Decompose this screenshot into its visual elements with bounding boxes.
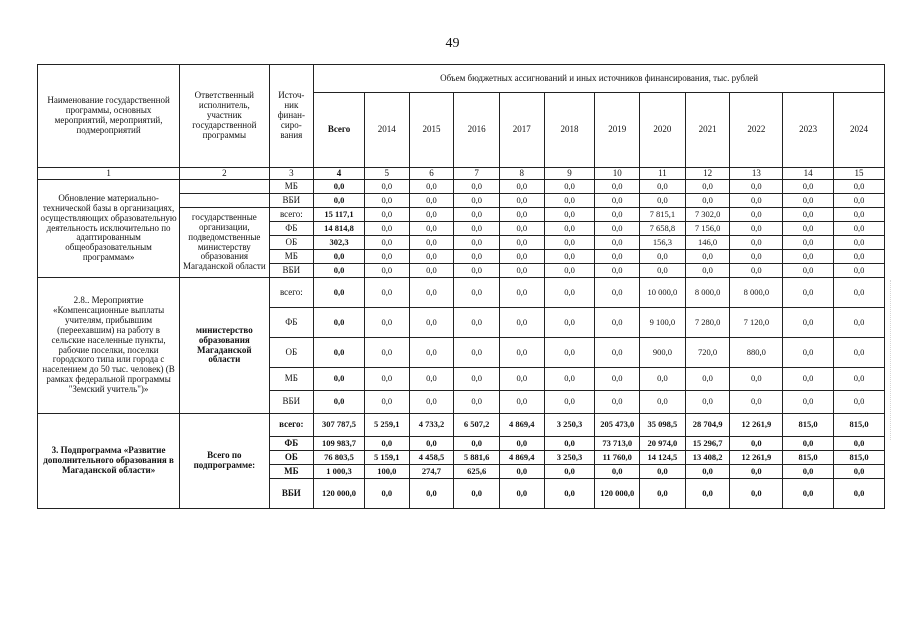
- value-cell: 0,0: [730, 264, 783, 278]
- value-cell: 0,0: [834, 437, 885, 451]
- value-cell: 15 117,1: [314, 208, 365, 222]
- source-cell: ОБ: [269, 451, 314, 465]
- value-cell: 35 098,5: [640, 414, 686, 437]
- value-cell: 0,0: [499, 437, 544, 451]
- value-cell: 0,0: [834, 465, 885, 479]
- column-number: 10: [595, 168, 640, 180]
- value-cell: 3 250,3: [544, 451, 595, 465]
- value-cell: 0,0: [834, 391, 885, 414]
- value-cell: 76 803,5: [314, 451, 365, 465]
- value-cell: 0,0: [544, 250, 595, 264]
- value-cell: 156,3: [640, 236, 686, 250]
- value-cell: 0,0: [544, 208, 595, 222]
- value-cell: 0,0: [595, 208, 640, 222]
- value-cell: 0,0: [595, 465, 640, 479]
- value-cell: 880,0: [730, 338, 783, 368]
- value-cell: 0,0: [544, 236, 595, 250]
- value-cell: 0,0: [314, 194, 365, 208]
- value-cell: 0,0: [409, 180, 454, 194]
- header-executor: Ответственный исполнитель, участник государственной программы: [180, 65, 269, 168]
- column-number: 6: [409, 168, 454, 180]
- source-cell: ОБ: [269, 338, 314, 368]
- value-cell: 815,0: [783, 414, 834, 437]
- value-cell: 4 869,4: [499, 414, 544, 437]
- value-cell: 0,0: [364, 194, 409, 208]
- value-cell: 0,0: [595, 180, 640, 194]
- header-year: 2014: [364, 93, 409, 168]
- value-cell: 0,0: [544, 308, 595, 338]
- column-number: 15: [834, 168, 885, 180]
- source-cell: ВБИ: [269, 264, 314, 278]
- scan-edge-marks: [890, 280, 901, 440]
- column-number: 3: [269, 168, 314, 180]
- value-cell: 0,0: [834, 222, 885, 236]
- value-cell: 0,0: [783, 194, 834, 208]
- value-cell: 0,0: [314, 391, 365, 414]
- value-cell: 0,0: [409, 368, 454, 391]
- value-cell: 0,0: [783, 208, 834, 222]
- value-cell: 0,0: [783, 391, 834, 414]
- value-cell: 0,0: [364, 391, 409, 414]
- value-cell: 302,3: [314, 236, 365, 250]
- value-cell: 0,0: [454, 479, 500, 509]
- header-year: 2019: [595, 93, 640, 168]
- value-cell: 0,0: [783, 278, 834, 308]
- value-cell: 4 733,2: [409, 414, 454, 437]
- value-cell: 0,0: [314, 250, 365, 264]
- header-year: 2021: [685, 93, 730, 168]
- value-cell: 0,0: [595, 278, 640, 308]
- value-cell: 0,0: [499, 338, 544, 368]
- source-cell: МБ: [269, 180, 314, 194]
- value-cell: 0,0: [454, 264, 500, 278]
- column-number: 12: [685, 168, 730, 180]
- value-cell: 0,0: [834, 236, 885, 250]
- value-cell: 0,0: [544, 278, 595, 308]
- value-cell: 0,0: [640, 250, 686, 264]
- value-cell: 0,0: [364, 222, 409, 236]
- value-cell: 0,0: [314, 278, 365, 308]
- value-cell: 0,0: [499, 236, 544, 250]
- value-cell: 0,0: [640, 465, 686, 479]
- value-cell: 815,0: [834, 414, 885, 437]
- executor-cell: государственные организации, подведомственные министерству образования Магаданской области: [180, 208, 269, 278]
- value-cell: 0,0: [640, 391, 686, 414]
- header-budget-volume: Объем бюджетных ассигнований и иных источников финансирования, тыс. рублей: [314, 65, 885, 93]
- value-cell: 0,0: [499, 222, 544, 236]
- value-cell: 3 250,3: [544, 414, 595, 437]
- value-cell: 0,0: [454, 308, 500, 338]
- value-cell: 0,0: [364, 250, 409, 264]
- table-row: [38, 180, 885, 194]
- value-cell: 146,0: [685, 236, 730, 250]
- value-cell: 0,0: [364, 479, 409, 509]
- value-cell: 0,0: [454, 236, 500, 250]
- value-cell: 0,0: [454, 222, 500, 236]
- value-cell: 0,0: [409, 194, 454, 208]
- value-cell: 0,0: [834, 264, 885, 278]
- value-cell: 0,0: [364, 368, 409, 391]
- value-cell: 0,0: [834, 250, 885, 264]
- value-cell: 0,0: [834, 180, 885, 194]
- value-cell: 8 000,0: [685, 278, 730, 308]
- value-cell: 0,0: [314, 368, 365, 391]
- value-cell: 0,0: [544, 194, 595, 208]
- column-number: 7: [454, 168, 500, 180]
- value-cell: 0,0: [595, 236, 640, 250]
- value-cell: 0,0: [730, 208, 783, 222]
- source-cell: ВБИ: [269, 194, 314, 208]
- value-cell: 0,0: [454, 194, 500, 208]
- value-cell: 0,0: [685, 180, 730, 194]
- value-cell: 0,0: [730, 250, 783, 264]
- header-year: Всего: [314, 93, 365, 168]
- value-cell: 0,0: [685, 264, 730, 278]
- source-cell: ФБ: [269, 222, 314, 236]
- column-number: 5: [364, 168, 409, 180]
- value-cell: 0,0: [499, 465, 544, 479]
- source-cell: всего:: [269, 208, 314, 222]
- value-cell: 0,0: [730, 437, 783, 451]
- value-cell: 0,0: [409, 479, 454, 509]
- value-cell: 0,0: [834, 368, 885, 391]
- value-cell: 0,0: [499, 208, 544, 222]
- value-cell: 8 000,0: [730, 278, 783, 308]
- value-cell: 0,0: [595, 391, 640, 414]
- table-row: [38, 414, 885, 437]
- value-cell: 0,0: [454, 208, 500, 222]
- value-cell: 0,0: [640, 180, 686, 194]
- value-cell: 0,0: [454, 278, 500, 308]
- value-cell: 0,0: [595, 308, 640, 338]
- header-year: 2016: [454, 93, 500, 168]
- value-cell: 14 814,8: [314, 222, 365, 236]
- value-cell: 0,0: [595, 222, 640, 236]
- value-cell: 0,0: [730, 180, 783, 194]
- value-cell: 815,0: [834, 451, 885, 465]
- value-cell: 11 760,0: [595, 451, 640, 465]
- value-cell: 0,0: [409, 236, 454, 250]
- table-row: [38, 278, 885, 308]
- value-cell: 0,0: [730, 391, 783, 414]
- value-cell: 0,0: [409, 222, 454, 236]
- value-cell: 0,0: [595, 264, 640, 278]
- value-cell: 6 507,2: [454, 414, 500, 437]
- value-cell: 0,0: [544, 391, 595, 414]
- value-cell: 0,0: [783, 338, 834, 368]
- value-cell: 5 159,1: [364, 451, 409, 465]
- value-cell: 0,0: [783, 264, 834, 278]
- column-number: 4: [314, 168, 365, 180]
- column-number: 13: [730, 168, 783, 180]
- value-cell: 0,0: [314, 338, 365, 368]
- value-cell: 120 000,0: [314, 479, 365, 509]
- column-number: 1: [38, 168, 180, 180]
- column-numbers-row: [38, 168, 885, 180]
- value-cell: 0,0: [685, 194, 730, 208]
- value-cell: 7 658,8: [640, 222, 686, 236]
- column-number: 8: [499, 168, 544, 180]
- value-cell: 0,0: [314, 180, 365, 194]
- value-cell: 0,0: [595, 368, 640, 391]
- program-name: 2.8.. Мероприятие «Компенсационные выплаты учителям, прибывшим (переехавшим) на работу в сельские населенные пункты, рабочие поселки, поселки городского типа или города с населением до 50 тыс. человек) (В рамках федеральной программы "Земский учитель")»: [38, 278, 180, 414]
- value-cell: 0,0: [454, 368, 500, 391]
- header-row: [38, 65, 885, 93]
- budget-table: [37, 64, 885, 509]
- value-cell: 0,0: [409, 437, 454, 451]
- header-year: 2022: [730, 93, 783, 168]
- value-cell: 0,0: [314, 308, 365, 338]
- value-cell: 0,0: [544, 338, 595, 368]
- value-cell: 0,0: [499, 180, 544, 194]
- value-cell: 0,0: [499, 250, 544, 264]
- value-cell: 0,0: [730, 194, 783, 208]
- value-cell: 900,0: [640, 338, 686, 368]
- source-cell: ВБИ: [269, 479, 314, 509]
- value-cell: 9 100,0: [640, 308, 686, 338]
- value-cell: 0,0: [454, 391, 500, 414]
- value-cell: 0,0: [783, 479, 834, 509]
- value-cell: 100,0: [364, 465, 409, 479]
- value-cell: 0,0: [409, 338, 454, 368]
- value-cell: 0,0: [783, 437, 834, 451]
- value-cell: 0,0: [685, 479, 730, 509]
- value-cell: 274,7: [409, 465, 454, 479]
- value-cell: 0,0: [783, 368, 834, 391]
- executor-cell: министерство образования Магаданской области: [180, 278, 269, 414]
- value-cell: 0,0: [783, 465, 834, 479]
- source-cell: ОБ: [269, 236, 314, 250]
- value-cell: 0,0: [409, 250, 454, 264]
- value-cell: 0,0: [499, 194, 544, 208]
- value-cell: 109 983,7: [314, 437, 365, 451]
- header-year: 2015: [409, 93, 454, 168]
- executor-cell: [180, 194, 269, 208]
- value-cell: 0,0: [595, 250, 640, 264]
- value-cell: 7 120,0: [730, 308, 783, 338]
- program-name: Обновление материально-технической базы в организациях, осуществляющих образовательную деятельность исключительно по адаптированным общеобразовательным программам»: [38, 180, 180, 278]
- value-cell: 5 259,1: [364, 414, 409, 437]
- source-cell: МБ: [269, 465, 314, 479]
- source-cell: ФБ: [269, 437, 314, 451]
- value-cell: 5 881,6: [454, 451, 500, 465]
- value-cell: 0,0: [409, 278, 454, 308]
- header-year: 2018: [544, 93, 595, 168]
- value-cell: 0,0: [454, 180, 500, 194]
- value-cell: 0,0: [544, 368, 595, 391]
- header-program-name: Наименование государственной программы, основных мероприятий, мероприятий, подмероприятий: [38, 65, 180, 168]
- value-cell: 0,0: [314, 264, 365, 278]
- value-cell: 0,0: [783, 236, 834, 250]
- header-year: 2024: [834, 93, 885, 168]
- value-cell: 0,0: [544, 264, 595, 278]
- value-cell: 0,0: [730, 222, 783, 236]
- value-cell: 815,0: [783, 451, 834, 465]
- value-cell: 20 974,0: [640, 437, 686, 451]
- value-cell: 0,0: [409, 308, 454, 338]
- value-cell: 13 408,2: [685, 451, 730, 465]
- value-cell: 0,0: [544, 180, 595, 194]
- column-number: 2: [180, 168, 269, 180]
- value-cell: 0,0: [834, 194, 885, 208]
- value-cell: 0,0: [409, 264, 454, 278]
- value-cell: 4 869,4: [499, 451, 544, 465]
- value-cell: 0,0: [364, 208, 409, 222]
- source-cell: всего:: [269, 414, 314, 437]
- value-cell: 7 302,0: [685, 208, 730, 222]
- value-cell: 0,0: [834, 208, 885, 222]
- value-cell: 0,0: [834, 278, 885, 308]
- value-cell: 0,0: [783, 250, 834, 264]
- value-cell: 0,0: [544, 437, 595, 451]
- value-cell: 1 000,3: [314, 465, 365, 479]
- value-cell: 0,0: [364, 264, 409, 278]
- value-cell: 0,0: [409, 391, 454, 414]
- value-cell: 0,0: [364, 338, 409, 368]
- value-cell: 720,0: [685, 338, 730, 368]
- value-cell: 7 815,1: [640, 208, 686, 222]
- value-cell: 0,0: [834, 338, 885, 368]
- value-cell: 7 280,0: [685, 308, 730, 338]
- header-year: 2020: [640, 93, 686, 168]
- value-cell: 73 713,0: [595, 437, 640, 451]
- value-cell: 0,0: [730, 236, 783, 250]
- value-cell: 0,0: [783, 222, 834, 236]
- value-cell: 0,0: [364, 180, 409, 194]
- column-number: 11: [640, 168, 686, 180]
- value-cell: 0,0: [499, 368, 544, 391]
- value-cell: 7 156,0: [685, 222, 730, 236]
- executor-cell: Всего по подпрограмме:: [180, 414, 269, 509]
- value-cell: 0,0: [499, 308, 544, 338]
- value-cell: 0,0: [544, 479, 595, 509]
- value-cell: 625,6: [454, 465, 500, 479]
- page-number: 49: [445, 36, 460, 51]
- program-name: 3. Подпрограмма «Развитие дополнительного образования в Магаданской области»: [38, 414, 180, 509]
- value-cell: 120 000,0: [595, 479, 640, 509]
- value-cell: 15 296,7: [685, 437, 730, 451]
- value-cell: 0,0: [364, 437, 409, 451]
- header-year: 2023: [783, 93, 834, 168]
- header-source: Источ-ник финан-сиро-вания: [269, 65, 314, 168]
- value-cell: 0,0: [499, 391, 544, 414]
- value-cell: 205 473,0: [595, 414, 640, 437]
- value-cell: 0,0: [730, 368, 783, 391]
- value-cell: 0,0: [499, 278, 544, 308]
- value-cell: 0,0: [454, 437, 500, 451]
- value-cell: 0,0: [685, 465, 730, 479]
- value-cell: 0,0: [454, 338, 500, 368]
- value-cell: 0,0: [685, 391, 730, 414]
- value-cell: 0,0: [685, 368, 730, 391]
- column-number: 14: [783, 168, 834, 180]
- value-cell: 0,0: [783, 180, 834, 194]
- value-cell: 0,0: [364, 278, 409, 308]
- value-cell: 0,0: [595, 338, 640, 368]
- value-cell: 0,0: [640, 479, 686, 509]
- value-cell: 0,0: [364, 308, 409, 338]
- value-cell: 4 458,5: [409, 451, 454, 465]
- value-cell: 0,0: [364, 236, 409, 250]
- value-cell: 0,0: [783, 308, 834, 338]
- source-cell: всего:: [269, 278, 314, 308]
- value-cell: 12 261,9: [730, 451, 783, 465]
- value-cell: 0,0: [499, 479, 544, 509]
- value-cell: 0,0: [499, 264, 544, 278]
- value-cell: 0,0: [544, 465, 595, 479]
- value-cell: 0,0: [454, 250, 500, 264]
- executor-cell: [180, 180, 269, 194]
- source-cell: МБ: [269, 368, 314, 391]
- value-cell: 0,0: [595, 194, 640, 208]
- value-cell: 12 261,9: [730, 414, 783, 437]
- header-year: 2017: [499, 93, 544, 168]
- value-cell: 28 704,9: [685, 414, 730, 437]
- source-cell: ВБИ: [269, 391, 314, 414]
- value-cell: 10 000,0: [640, 278, 686, 308]
- value-cell: 0,0: [544, 222, 595, 236]
- value-cell: 0,0: [834, 479, 885, 509]
- value-cell: 0,0: [640, 264, 686, 278]
- value-cell: 0,0: [730, 465, 783, 479]
- value-cell: 0,0: [685, 250, 730, 264]
- value-cell: 0,0: [730, 479, 783, 509]
- value-cell: 0,0: [640, 194, 686, 208]
- source-cell: МБ: [269, 250, 314, 264]
- value-cell: 307 787,5: [314, 414, 365, 437]
- column-number: 9: [544, 168, 595, 180]
- value-cell: 0,0: [640, 368, 686, 391]
- value-cell: 0,0: [409, 208, 454, 222]
- source-cell: ФБ: [269, 308, 314, 338]
- value-cell: 14 124,5: [640, 451, 686, 465]
- value-cell: 0,0: [834, 308, 885, 338]
